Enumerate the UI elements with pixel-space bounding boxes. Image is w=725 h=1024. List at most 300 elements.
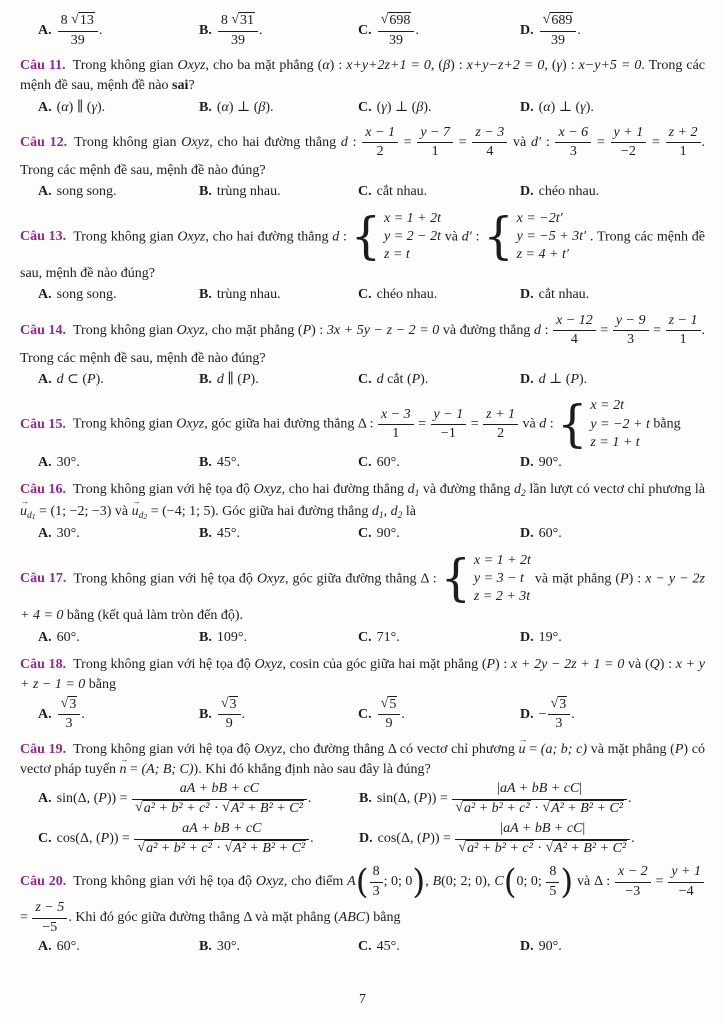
- text-run: :: [541, 322, 553, 338]
- text-run: )) =: [430, 831, 455, 847]
- text-run: 45°.: [376, 939, 400, 955]
- denominator: [615, 883, 651, 901]
- text-run: =: [592, 135, 610, 151]
- text-run: . Trong các mệnh đề sau, mệnh đề nào đúng?: [20, 135, 706, 178]
- radical-sign: √: [455, 799, 463, 815]
- text-run: và đường thẳng: [419, 482, 515, 498]
- text-run: ,: [425, 874, 433, 890]
- math-run: x + 2y − 2z + 1 = 0: [511, 656, 625, 672]
- math-run: d: [332, 229, 340, 245]
- option-content: [539, 455, 562, 470]
- numerator: [613, 313, 649, 332]
- text-run: .: [81, 706, 85, 722]
- text-run: cắt nhau.: [538, 287, 590, 303]
- answer-option-d: [520, 370, 705, 390]
- question-q20: [20, 861, 705, 957]
- text-run: chéo nhau.: [538, 184, 600, 200]
- text-run: :: [546, 416, 558, 432]
- question-q19: [20, 740, 705, 858]
- radicand: 698: [389, 13, 411, 28]
- text-run: , cho hai đường thẳng: [205, 229, 333, 245]
- text-run: :: [347, 135, 362, 151]
- text-run: 30°.: [216, 939, 240, 955]
- denominator: [378, 425, 414, 443]
- text-run: 9: [225, 716, 233, 732]
- answer-option-a: [38, 13, 195, 49]
- math-run: d: [514, 482, 522, 498]
- text-run: lần lượt có vectơ chỉ phương là: [525, 482, 706, 498]
- numerator: [417, 125, 453, 144]
- option-content: [377, 287, 438, 302]
- text-run: .: [259, 23, 263, 39]
- math-run: y − 7: [420, 124, 451, 140]
- text-run: ,: [383, 503, 391, 519]
- text-run: ⊂ (: [63, 372, 88, 388]
- text-run: ⊥ (: [545, 372, 571, 388]
- text-run: , góc giữa đường thẳng Δ :: [284, 571, 441, 587]
- radicand: a² + b² + c²: [143, 800, 210, 816]
- text-run: =: [454, 135, 472, 151]
- square-root: [545, 841, 627, 856]
- fraction: [482, 407, 519, 443]
- option-key: D.: [520, 629, 534, 645]
- math-run: x−y+5 = 0: [578, 58, 642, 74]
- option-content: [377, 100, 432, 115]
- option-key: A.: [38, 706, 52, 722]
- denominator: [555, 143, 591, 161]
- text-run: 39: [70, 32, 85, 48]
- math-run: A: [347, 874, 356, 890]
- radicand: 3: [229, 696, 237, 712]
- answer-option-c: [358, 937, 516, 957]
- math-run: aA + bB + cC: [500, 781, 580, 797]
- math-run: P: [421, 831, 431, 847]
- math-run: z − 1: [668, 312, 698, 328]
- answer-options: [38, 937, 705, 957]
- question-body: [20, 861, 705, 936]
- fraction: [454, 821, 631, 857]
- math-run: γ: [580, 99, 586, 115]
- answer-option-c: [358, 285, 516, 305]
- math-run: P: [486, 656, 496, 672]
- math-run: Oxyz: [253, 482, 282, 498]
- option-key: A.: [38, 629, 52, 645]
- text-run: =: [651, 874, 668, 890]
- answer-option-b: [199, 628, 354, 648]
- text-run: −3: [625, 883, 641, 899]
- text-run: và (: [624, 656, 650, 672]
- option-content: [539, 287, 590, 302]
- text-run: .: [401, 706, 405, 722]
- answer-options: [38, 453, 705, 473]
- fraction: [471, 125, 508, 161]
- option-content: [217, 526, 240, 541]
- text-run: 71°.: [376, 629, 400, 645]
- text-run: song song.: [56, 287, 117, 303]
- text-run: 109°.: [216, 629, 247, 645]
- option-content: [217, 695, 246, 732]
- denominator: [378, 32, 415, 50]
- numerator: [553, 313, 596, 332]
- option-key: A.: [38, 184, 52, 200]
- math-run: Oxyz: [256, 571, 285, 587]
- text-run: ). Khi đó khẳng định nào sau đây là đúng?: [193, 761, 431, 777]
- math-run: y + 1: [671, 864, 701, 880]
- square-root: [381, 697, 398, 712]
- question-label: Câu 17.: [20, 571, 67, 587]
- text-run: , cho hai đường thẳng: [281, 482, 408, 498]
- text-run: ·: [210, 800, 223, 816]
- text-run: =: [525, 741, 541, 757]
- option-content: [217, 630, 247, 645]
- denominator: [666, 143, 701, 161]
- question-label: Câu 11.: [20, 58, 66, 74]
- math-run: x − 12: [556, 312, 593, 328]
- text-run: =: [126, 761, 142, 777]
- text-run: (: [216, 99, 222, 115]
- numerator: [546, 864, 559, 883]
- text-run: =: [649, 322, 665, 338]
- math-run: Q: [649, 656, 660, 672]
- text-run: là: [402, 503, 416, 519]
- vector-letter: n →: [120, 760, 127, 780]
- text-run: ?: [188, 78, 195, 94]
- text-run: 90°.: [538, 939, 562, 955]
- denominator: [58, 715, 81, 733]
- numerator: [370, 864, 383, 883]
- math-run: 3x + 5y − z − 2 = 0: [326, 322, 440, 338]
- option-content: [56, 821, 314, 856]
- option-content: [57, 939, 80, 954]
- denominator: [134, 840, 309, 858]
- question-q18: [20, 655, 705, 733]
- fraction: [377, 407, 415, 443]
- answer-options: [38, 182, 705, 202]
- answer-options: [38, 98, 705, 118]
- option-key: B.: [199, 454, 212, 470]
- text-run: . Trong các mệnh đề sau, mệnh đề nào đúng?: [20, 229, 705, 282]
- text-run: ) :: [659, 656, 676, 672]
- question-body: [20, 56, 705, 97]
- denominator: [431, 425, 467, 443]
- question-q15: [20, 397, 705, 473]
- text-run: 39: [388, 32, 403, 48]
- math-run: P: [87, 372, 96, 388]
- text-run: −2: [620, 144, 636, 160]
- option-key: D.: [520, 706, 534, 722]
- text-run: ) :: [311, 322, 327, 338]
- numerator: [58, 697, 81, 716]
- option-key: C.: [358, 372, 372, 388]
- answer-option-b: [199, 285, 354, 305]
- math-run: aA + bB + cC: [503, 821, 583, 837]
- fraction: [57, 13, 99, 49]
- denominator: [546, 883, 559, 901]
- denominator: [378, 715, 401, 733]
- text-run: ) ⊥ (: [228, 99, 259, 115]
- option-key: B.: [199, 939, 212, 955]
- text-run: 90°.: [376, 526, 400, 542]
- text-run: ).: [579, 372, 588, 388]
- question-label: Câu 18.: [20, 656, 67, 672]
- question-body: [20, 480, 705, 523]
- numerator: [555, 125, 591, 144]
- subscript: 1: [378, 510, 384, 521]
- text-run: ) có vectơ pháp tuyến: [20, 741, 705, 777]
- text-run: và: [441, 229, 462, 245]
- text-run: |: [500, 821, 504, 837]
- radicand: 3: [559, 696, 567, 712]
- square-root: [71, 13, 95, 28]
- answer-option-c: [358, 182, 516, 202]
- text-run: Trong không gian với hệ tọa độ: [73, 571, 257, 587]
- denominator: [613, 331, 649, 349]
- answer-option-c: [358, 697, 516, 733]
- math-run: d: [407, 482, 415, 498]
- answer-option-d: [520, 98, 705, 118]
- radical-sign: √: [550, 695, 559, 711]
- equation-system: [350, 207, 441, 266]
- option-content: [377, 184, 428, 199]
- answer-option-b: [199, 453, 354, 473]
- text-run: 4: [486, 144, 494, 160]
- question-q10-answers: [20, 13, 705, 49]
- text-run: 8: [60, 13, 72, 28]
- text-run: . Khi đó góc giữa đường thẳng Δ và mặt phẳng (: [68, 910, 339, 926]
- option-key: C.: [358, 629, 372, 645]
- answer-options: [38, 781, 705, 857]
- equation-system: [483, 207, 587, 266]
- answer-option-d: [520, 697, 705, 733]
- option-key: D.: [520, 526, 534, 542]
- answer-option-b: [199, 370, 354, 390]
- option-content: [57, 526, 80, 541]
- fraction: [665, 125, 702, 161]
- math-run: d′: [531, 135, 542, 151]
- vector-letter: u →: [132, 502, 139, 522]
- subscript: d: [27, 510, 32, 521]
- fraction: [361, 125, 399, 161]
- math-run: P: [411, 372, 421, 388]
- math-run: P: [302, 322, 312, 338]
- answer-option-b: [199, 524, 354, 544]
- option-content: [57, 287, 117, 302]
- fraction: [31, 900, 68, 936]
- brace-icon: {: [350, 207, 381, 266]
- option-content: [57, 184, 117, 199]
- radical-sign: √: [380, 695, 389, 711]
- square-root: [224, 841, 306, 856]
- option-key: D.: [520, 939, 534, 955]
- text-run: )) =: [106, 791, 132, 807]
- answer-options: [38, 524, 705, 544]
- numerator: [218, 697, 241, 716]
- text-run: 30°.: [56, 526, 80, 542]
- math-run: x − 6: [558, 124, 589, 140]
- system-rows: [517, 210, 587, 265]
- text-run: Trong không gian: [72, 58, 178, 74]
- text-run: Trong không gian với hệ tọa độ: [73, 482, 254, 498]
- text-run: :: [471, 229, 484, 245]
- text-run: 60°.: [56, 939, 80, 955]
- text-run: (: [376, 99, 382, 115]
- text-run: 3: [65, 716, 73, 732]
- math-run: Oxyz: [254, 656, 283, 672]
- option-content: [217, 100, 274, 115]
- option-content: [539, 630, 562, 645]
- answer-option-d: [359, 821, 705, 857]
- text-run: chéo nhau.: [376, 287, 438, 303]
- question-q16: [20, 480, 705, 545]
- text-run: =: [414, 416, 430, 432]
- answer-option-b: [199, 182, 354, 202]
- option-key: C.: [38, 831, 52, 847]
- answer-option-a: [38, 628, 195, 648]
- math-run: Oxyz: [176, 322, 205, 338]
- denominator: [452, 800, 627, 818]
- vector-letter: u →: [20, 502, 27, 522]
- text-run: ) ⊥ (: [550, 99, 581, 115]
- option-key: B.: [199, 23, 212, 39]
- numerator: [548, 697, 571, 716]
- denominator: [455, 840, 630, 858]
- text-run: ·: [530, 800, 543, 816]
- text-run: 3: [569, 144, 577, 160]
- math-run: x+y−z+2 = 0: [466, 58, 545, 74]
- option-content: [377, 455, 400, 470]
- math-run: x − 1: [365, 124, 395, 140]
- math-run: d: [376, 372, 384, 388]
- answer-option-d: [520, 13, 705, 49]
- option-content: [377, 695, 405, 732]
- text-run: :: [339, 229, 351, 245]
- fraction: [552, 313, 597, 349]
- option-key: A.: [38, 791, 52, 807]
- answer-options: [38, 285, 705, 305]
- text-run: bằng: [649, 416, 681, 432]
- question-label: Câu 13.: [20, 229, 67, 245]
- numerator: [540, 13, 577, 32]
- text-run: −5: [42, 919, 58, 935]
- equation-system: [440, 549, 531, 608]
- text-run: −: [538, 706, 547, 722]
- answer-option-c: [358, 628, 516, 648]
- option-content: [56, 781, 312, 816]
- fraction: [539, 13, 578, 49]
- answer-option-b: [199, 937, 354, 957]
- text-run: ).: [95, 372, 104, 388]
- bold-run: sai: [172, 78, 189, 94]
- text-run: .: [577, 23, 581, 39]
- radicand: A² + B² + C²: [230, 800, 303, 816]
- text-run: 3: [372, 883, 380, 899]
- math-run: z − 3: [475, 124, 505, 140]
- option-key: D.: [520, 372, 534, 388]
- text-run: ) :: [628, 571, 646, 587]
- option-key: C.: [358, 23, 372, 39]
- system-row: x = −2t′: [516, 210, 563, 226]
- math-run: α: [322, 58, 330, 74]
- math-run: α: [61, 99, 69, 115]
- question-label: Câu 19.: [20, 741, 67, 757]
- option-key: D.: [359, 831, 373, 847]
- text-run: ) bằng: [365, 910, 401, 926]
- numerator: [32, 900, 67, 919]
- fraction: [665, 313, 702, 349]
- text-run: Trong không gian: [73, 322, 177, 338]
- option-key: B.: [199, 184, 212, 200]
- math-run: x − 3: [380, 406, 411, 422]
- text-run: ·: [533, 840, 546, 856]
- answer-option-c: [358, 453, 516, 473]
- text-run: ).: [265, 99, 274, 115]
- answer-option-a: [38, 453, 195, 473]
- text-run: .: [310, 831, 314, 847]
- math-run: P: [620, 571, 629, 587]
- denominator: [668, 883, 704, 901]
- numerator: [378, 697, 401, 716]
- square-root: [543, 13, 574, 28]
- denominator: [132, 800, 307, 818]
- math-run: z + 2: [668, 124, 698, 140]
- text-run: .: [307, 791, 312, 807]
- system-row: x = 1 + 2t: [384, 210, 441, 226]
- answer-option-d: [520, 453, 705, 473]
- answer-option-d: [520, 524, 705, 544]
- paren-content: [369, 864, 413, 900]
- fraction: [545, 864, 560, 900]
- option-key: B.: [359, 791, 372, 807]
- radical-sign: √: [545, 839, 554, 855]
- fraction: [612, 313, 650, 349]
- fraction: [57, 697, 82, 733]
- square-root: [542, 801, 624, 816]
- system-row: y = 3 − t: [473, 570, 524, 586]
- option-key: B.: [199, 287, 212, 303]
- vector: [132, 504, 139, 519]
- text-run: .: [628, 791, 632, 807]
- text-run: (: [56, 99, 62, 115]
- question-body: [20, 740, 705, 781]
- text-run: 90°.: [538, 454, 562, 470]
- math-run: d: [534, 322, 541, 338]
- radicand: 3: [69, 696, 77, 712]
- option-content: [539, 372, 588, 387]
- option-content: [217, 455, 240, 470]
- text-run: ).: [96, 99, 106, 115]
- radicand: 689: [551, 13, 573, 28]
- math-run: x + y + z − 1 = 0: [20, 656, 706, 693]
- answer-option-a: [38, 370, 195, 390]
- math-run: α: [543, 99, 551, 115]
- fraction: [430, 407, 468, 443]
- text-run: )) =: [109, 831, 134, 847]
- option-content: [377, 821, 635, 856]
- system-row: z = 2 + 3t: [473, 589, 531, 605]
- text-run: 39: [230, 32, 245, 48]
- question-label: Câu 15.: [20, 416, 66, 432]
- option-key: B.: [199, 629, 212, 645]
- system-rows: [474, 552, 531, 607]
- math-run: y + 1: [613, 124, 644, 140]
- text-run: 5: [549, 883, 557, 899]
- text-run: ·: [212, 840, 225, 856]
- text-run: cos(Δ, (: [56, 831, 101, 847]
- option-content: [57, 630, 80, 645]
- text-run: 2: [497, 426, 505, 442]
- question-body: [20, 313, 705, 369]
- text-run: 39: [550, 32, 565, 48]
